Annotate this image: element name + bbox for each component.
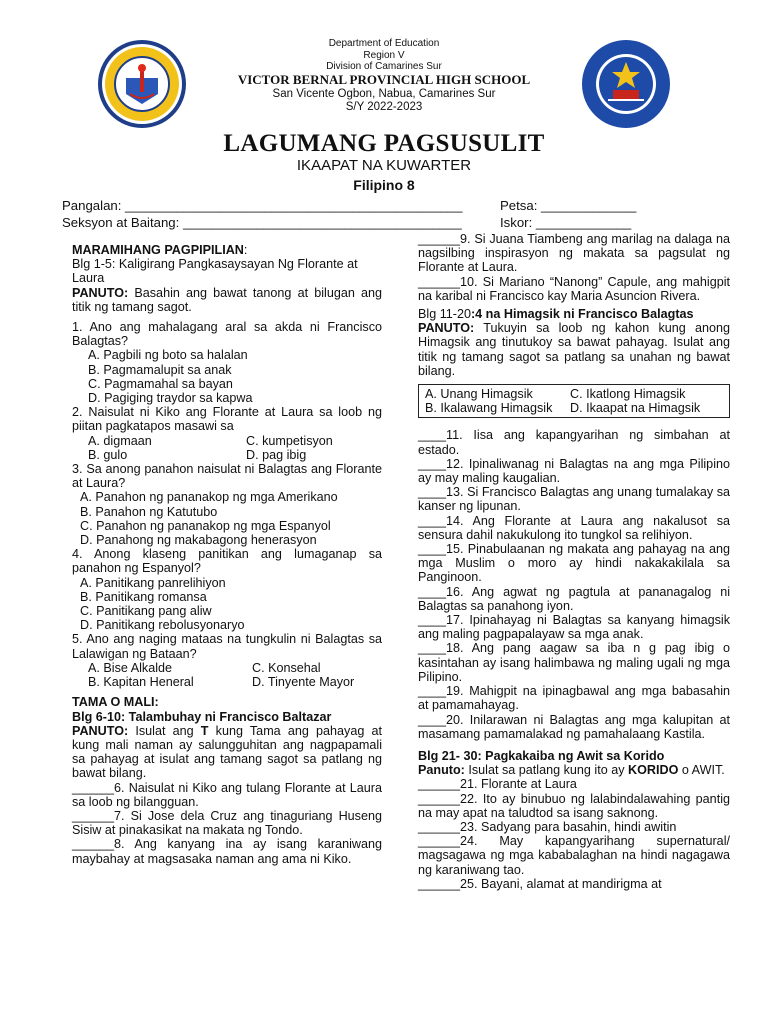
- item-12[interactable]: ____12. Ipinaliwanag ni Balagtas na ang mga Pilipino ay may maling kaugalian.: [418, 456, 730, 486]
- panuto-text: kung Tama ang pahayag at kung mali naman ay salungguhitan ang nagpapamali sa pahayag at isulat ang tamang sagot sa patlang ng bawat bilang.: [72, 723, 382, 781]
- item-21[interactable]: ______21. Florante at Laura: [418, 777, 577, 792]
- left-column: [72, 240, 382, 866]
- subject-label: Filipino 8: [353, 177, 415, 193]
- item-23[interactable]: ______23. Sadyang para basahin, hindi awitin: [418, 819, 677, 834]
- tama-o-mali-title: TAMA O MALI:: [72, 695, 159, 710]
- panuto-label: PANUTO:: [418, 321, 475, 336]
- school-address: San Vicente Ogbon, Nabua, Camarines Sur: [272, 88, 496, 100]
- choice[interactable]: D. Pagiging traydor sa kapwa: [88, 391, 253, 406]
- panuto-emphasis: T: [200, 723, 209, 738]
- choice[interactable]: A. Pagbili ng boto sa halalan: [88, 348, 248, 363]
- choice[interactable]: C. Panitikang pang aliw: [80, 604, 212, 619]
- box-choice: B. Ikalawang Himagsik: [425, 401, 553, 416]
- panuto-label: Panuto:: [418, 763, 465, 778]
- school-year: S/Y 2022-2023: [345, 101, 423, 113]
- choices-box: [418, 384, 730, 418]
- panuto-text: o AWIT.: [678, 763, 725, 778]
- choice[interactable]: A. Panahon ng pananakop ng mga Amerikano: [80, 490, 338, 505]
- date-field[interactable]: Petsa: _____________: [500, 198, 637, 213]
- choice[interactable]: C. Panahon ng pananakop ng mga Espanyol: [80, 518, 331, 533]
- item-9[interactable]: ______9. Si Juana Tiambeng ang marilag na dalaga na nagsilbing inspirasyon ng makata sa pagsulat ng Florante at Laura.: [418, 232, 730, 275]
- section-field[interactable]: Seksyon at Baitang: ______________________________________: [62, 215, 462, 230]
- choice[interactable]: B. Panahon ng Katutubo: [80, 504, 218, 519]
- panuto-emphasis: KORIDO: [628, 763, 679, 778]
- item-19[interactable]: ____19. Mahigpit na ipinagbawal ang mga babasahin at pamamahayag.: [418, 684, 730, 713]
- choice[interactable]: C. Konsehal: [252, 660, 321, 675]
- department-name: Department of Education: [328, 38, 440, 49]
- item-10[interactable]: ______10. Si Mariano “Nanong” Capule, ang mahigpit na karibal ni Francisco kay Maria Asuncion Rivera.: [418, 274, 730, 303]
- item-22[interactable]: ______22. Ito ay binubuo ng lalabindalawahing pantig na may apat na taludtod sa isang saknong.: [418, 791, 730, 820]
- mp-colon: :: [243, 243, 248, 257]
- choice[interactable]: D. Panitikang rebolusyonaryo: [80, 618, 245, 633]
- choice[interactable]: B. Pagmamalupit sa anak: [88, 362, 232, 377]
- panuto-label: PANUTO:: [72, 723, 129, 738]
- blg21-heading: Blg 21- 30: Pagkakaiba ng Awit sa Korido: [418, 748, 665, 763]
- panuto-text: Tukuyin sa loob ng kahon kung anong Himagsik ang tinutukoy sa bawat pahayag. Isulat ang titik ng tamang sagot sa patlang sa unahan ng bawat bilang.: [418, 321, 730, 378]
- box-choice: C. Ikatlong Himagsik: [570, 387, 686, 402]
- item-15[interactable]: ____15. Pinabulaanan ng makata ang pahayag na ang mga Muslim o moro ay hindi nakakakilala sa Panginoon.: [418, 542, 730, 585]
- name-field[interactable]: Pangalan: ______________________________________________: [62, 198, 463, 213]
- choice[interactable]: A. Bise Alkalde: [88, 660, 173, 675]
- choice[interactable]: B. gulo: [88, 447, 128, 462]
- panuto-text: Isulat sa patlang kung ito ay: [464, 763, 628, 778]
- right-column: [418, 232, 730, 891]
- choice[interactable]: C. kumpetisyon: [246, 433, 333, 448]
- item-6[interactable]: ______6. Naisulat ni Kiko ang tulang Florante at Laura sa loob ng bilangguan.: [72, 780, 382, 809]
- panuto-text: Isulat ang: [128, 723, 201, 738]
- region: Region V: [363, 50, 405, 61]
- item-11[interactable]: ____11. Iisa ang kapangyarihan ng simbahan at estado.: [418, 428, 730, 457]
- page-title: LAGUMANG PAGSUSULIT: [223, 130, 545, 157]
- item-14[interactable]: ____14. Ang Florante at Laura ang nakalusot sa sensura dahil nakukulong ito tungkol sa relihiyon.: [418, 513, 730, 542]
- item-17[interactable]: ____17. Ipinahayag ni Balagtas sa kanyang himagsik ang maling pagpapalayaw sa mga anak.: [418, 613, 730, 642]
- question-3: 3. Sa anong panahon naisulat ni Balagtas ang Florante at Laura?: [72, 462, 382, 491]
- item-8[interactable]: ______8. Ang kanyang ina ay isang karaniwang maybahay at magsasaka naman ang ama ni Kiko.: [72, 837, 382, 866]
- item-18[interactable]: ____18. Ang pang aagaw sa iba n g pag ibig o kasintahan ay isang halimbawa ng maling ugali ng mga Pilipino.: [418, 641, 730, 684]
- item-16[interactable]: ____16. Ang agwat ng pagtula at pananagalog ni Balagtas sa panahong iyon.: [418, 584, 730, 613]
- blg6-heading: Blg 6-10: Talambuhay ni Francisco Baltazar: [72, 709, 332, 724]
- quarter-label: IKAAPAT NA KUWARTER: [296, 157, 472, 174]
- choice[interactable]: B. Panitikang romansa: [80, 589, 207, 604]
- blg11-heading: Blg 11-20: [418, 307, 471, 322]
- division: Division of Camarines Sur: [326, 61, 442, 72]
- question-5: 5. Ano ang naging mataas na tungkulin ni Balagtas sa Lalawigan ng Bataan?: [72, 632, 382, 661]
- choice[interactable]: D. Panahong ng makabagong henerasyon: [80, 533, 317, 548]
- item-13[interactable]: ____13. Si Francisco Balagtas ang unang tumalakay sa kanser ng lipunan.: [418, 485, 730, 514]
- mp-title: MARAMIHANG PAGPIPILIAN: [72, 243, 244, 257]
- item-7[interactable]: ______7. Si Jose dela Cruz ang tinaguriang Huseng Sisiw at pinakasikat na makata ng Tondo.: [72, 808, 382, 838]
- box-choice: D. Ikaapat na Himagsik: [570, 401, 701, 416]
- choice[interactable]: C. Pagmamahal sa bayan: [88, 376, 233, 391]
- blg11-title: :4 na Himagsik ni Francisco Balagtas: [470, 307, 694, 322]
- item-24[interactable]: ______24. May kapangyarihang supernatural/ magsagawa ng mga kababalaghan na hindi nagagawa ng karaniwang tao.: [418, 834, 730, 877]
- item-20[interactable]: ____20. Inilarawan ni Balagtas ang mga kalupitan at masamang pamamalakad ng pamahalaang Kastila.: [418, 712, 730, 741]
- score-field[interactable]: Iskor: _____________: [500, 215, 632, 230]
- question-4: 4. Anong klaseng panitikan ang lumaganap sa panahon ng Espanyol?: [72, 547, 382, 576]
- blg1-heading: Blg 1-5: Kaligirang Pangkasaysayan Ng Florante at Laura: [72, 257, 358, 286]
- choice[interactable]: B. Kapitan Heneral: [88, 675, 194, 690]
- panuto-text: Basahin ang bawat tanong at bilugan ang titik ng tamang sagot.: [72, 285, 382, 314]
- choice[interactable]: A. Panitikang panrelihiyon: [80, 575, 226, 590]
- choice[interactable]: A. digmaan: [88, 433, 152, 448]
- question-2: 2. Naisulat ni Kiko ang Florante at Laura sa loob ng piitan pagkatapos masawi sa: [72, 405, 382, 434]
- panuto-label: PANUTO:: [72, 285, 129, 300]
- choice[interactable]: D. pag ibig: [246, 447, 307, 462]
- question-1: 1. Ano ang mahalagang aral sa akda ni Francisco Balagtas?: [72, 320, 382, 349]
- item-25[interactable]: ______25. Bayani, alamat at mandirigma at: [418, 876, 662, 891]
- school-name: VICTOR BERNAL PROVINCIAL HIGH SCHOOL: [237, 72, 531, 87]
- choice[interactable]: D. Tinyente Mayor: [252, 675, 355, 690]
- box-choice: A. Unang Himagsik: [425, 387, 533, 402]
